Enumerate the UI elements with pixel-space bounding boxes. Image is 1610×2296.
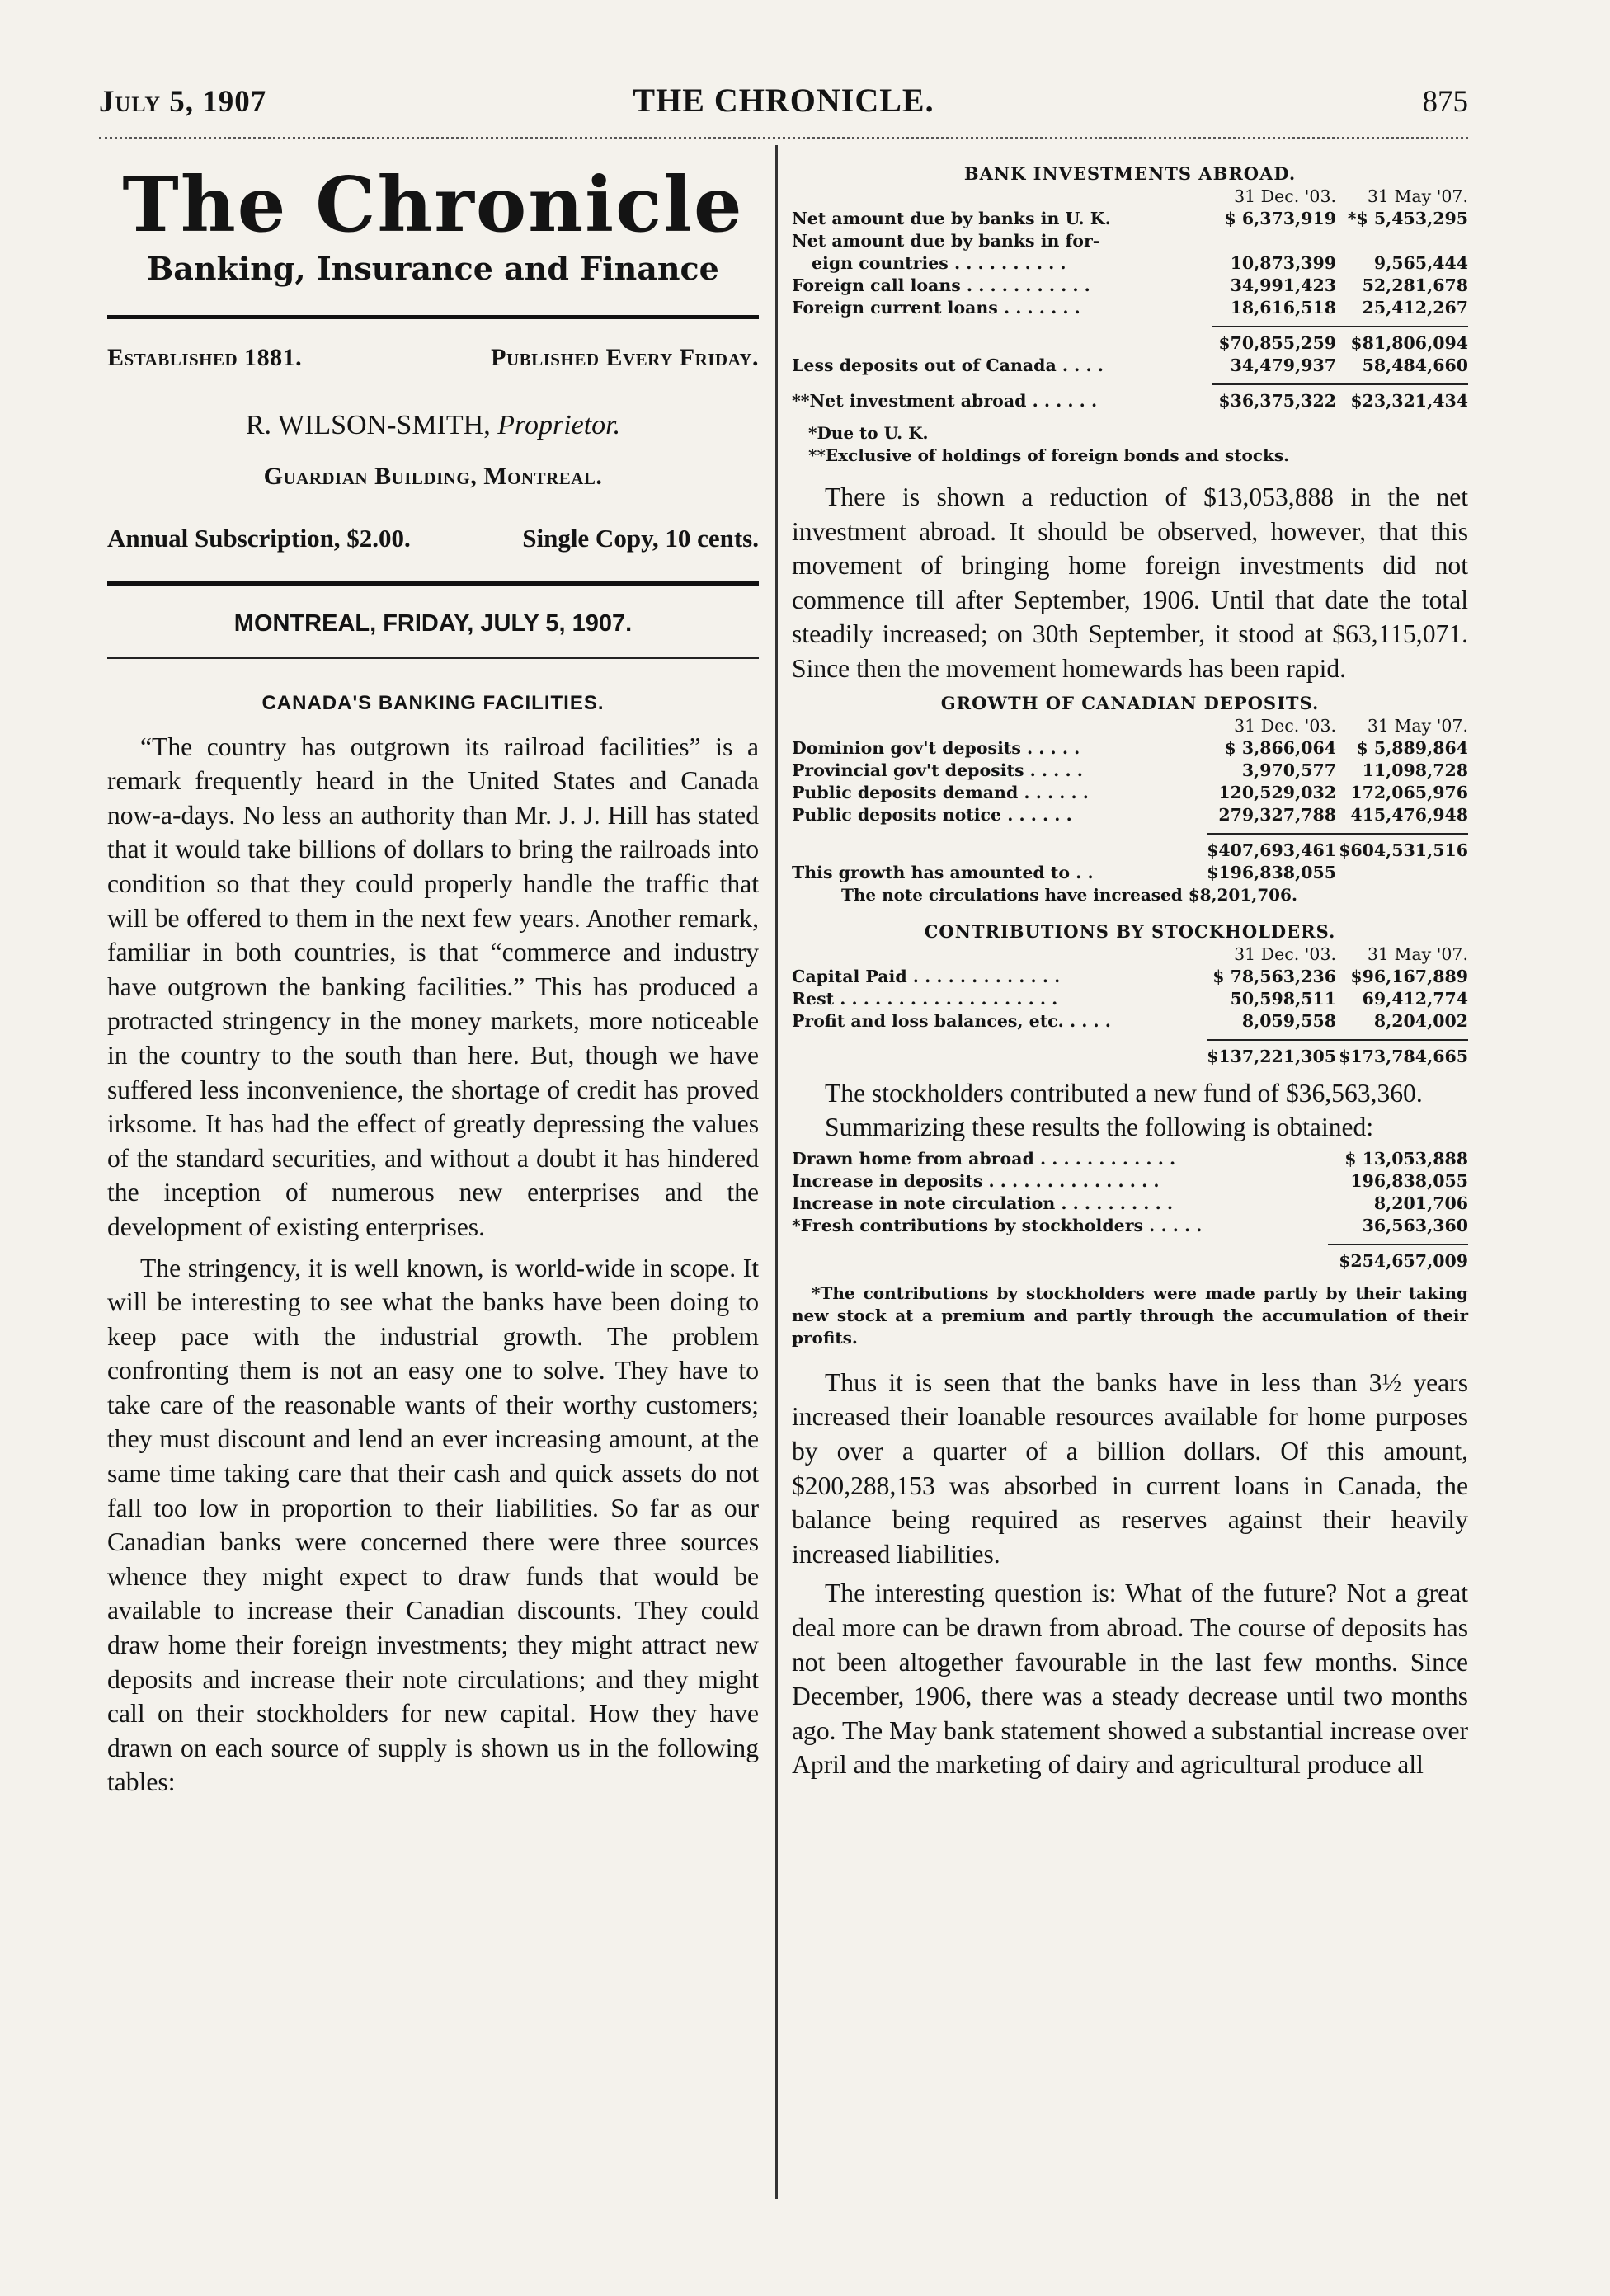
published-text: Published Every Friday. — [491, 343, 759, 371]
summary-footnote: *The contributions by stockholders were made partly by their taking new stock at a premium and partly through the accumulation of their profits. — [792, 1282, 1468, 1348]
table-row — [792, 737, 1468, 760]
row-value: 8,059,558 — [1241, 1010, 1336, 1031]
row-value: 9,565,444 — [1373, 253, 1468, 273]
table-row — [792, 1148, 1468, 1170]
total-value: $604,531,516 — [1336, 834, 1468, 862]
row-value — [1212, 230, 1336, 252]
table-row — [792, 252, 1468, 275]
row-value: 3,970,577 — [1241, 760, 1336, 780]
table-row — [792, 988, 1468, 1010]
table-row — [792, 1010, 1468, 1033]
row-label: Net amount due by banks in U. K. — [792, 209, 1111, 228]
row-value: 8,201,706 — [1373, 1193, 1468, 1213]
left-column — [107, 157, 759, 1800]
subscription-row — [107, 524, 759, 553]
total-value: $81,806,094 — [1336, 327, 1468, 355]
table-total-row — [792, 327, 1468, 355]
row-value: 172,065,976 — [1350, 782, 1468, 802]
investments-note-2: **Exclusive of holdings of foreign bonds and stocks. — [808, 445, 1290, 465]
row-label: Increase in deposits . . . . . . . . . . . . . . . — [792, 1170, 1160, 1191]
row-value: 25,412,267 — [1362, 298, 1468, 318]
table-row — [792, 297, 1468, 319]
total-value: $173,784,665 — [1336, 1040, 1468, 1068]
right-column — [792, 157, 1468, 1782]
header-date: July 5, 1907 — [99, 85, 267, 119]
row-label: Drawn home from abroad . . . . . . . . . . . . — [792, 1148, 1176, 1169]
row-value: 18,616,518 — [1230, 298, 1336, 318]
column-header: 31 Dec. '03. — [1234, 943, 1336, 964]
row-label: eign countries . . . . . . . . . . — [812, 253, 1066, 273]
row-value: 58,484,660 — [1362, 355, 1468, 375]
address: Guardian Building, Montreal. — [263, 462, 603, 490]
proprietor-name: R. WILSON-SMITH, — [245, 409, 491, 440]
article-title: CANADA'S BANKING FACILITIES. — [261, 691, 605, 714]
article-paragraph-4: The stockholders contributed a new fund of $36,563,360. — [825, 1078, 1423, 1108]
row-value: 52,281,678 — [1362, 275, 1468, 295]
table-row — [792, 1193, 1468, 1215]
header-rule — [99, 137, 1468, 139]
column-header: 31 May '07. — [1367, 943, 1468, 964]
dateline-rule — [107, 657, 759, 659]
row-value: $ 3,866,064 — [1224, 737, 1336, 758]
row-label: **Net investment abroad . . . . . . — [792, 390, 1098, 411]
table-row — [792, 230, 1468, 252]
row-value: 8,204,002 — [1373, 1010, 1468, 1031]
row-value: $23,321,434 — [1336, 384, 1468, 412]
article-paragraph-5: Summarizing these results the following is obtained: — [825, 1113, 1374, 1142]
row-value: $36,375,322 — [1212, 384, 1336, 412]
row-label: Public deposits notice . . . . . . — [792, 804, 1072, 825]
row-label: Foreign current loans . . . . . . . — [792, 298, 1080, 318]
deposits-table — [792, 715, 1468, 884]
row-value: $ 78,563,236 — [1212, 966, 1336, 986]
row-value: $196,838,055 — [1207, 862, 1336, 882]
article-paragraph-6: Thus it is seen that the banks have in less than 3½ years increased their loanable resources available for home purposes by over a quarter of a billion dollars. Of this amount, $200,288,153 was absorbed in current loans in Canada, the balance being required as reserves against their heavily increased liabilities. — [792, 1367, 1468, 1569]
row-value: $ 13,053,888 — [1344, 1148, 1468, 1169]
table-row — [792, 355, 1468, 377]
row-value: 11,098,728 — [1362, 760, 1468, 780]
row-label: Foreign call loans . . . . . . . . . . . — [792, 275, 1090, 295]
row-value: 10,873,399 — [1230, 253, 1336, 273]
row-label: Public deposits demand . . . . . . — [792, 782, 1089, 802]
table-row — [792, 208, 1468, 230]
article-paragraph-7: The interesting question is: What of the future? Not a great deal more can be drawn from abroad. The course of deposits has not been altogether favourable in the last few months. Since December, 1906, there was a steady decrease until two months ago. The May bank statement showed a substantial increase over April and the marketing of dairy and agricultural produce all — [792, 1578, 1468, 1780]
table-row — [792, 782, 1468, 804]
row-value: 34,479,937 — [1230, 355, 1336, 375]
row-value: 279,327,788 — [1218, 804, 1336, 825]
deposits-note: The note circulations have increased $8,201,706. — [841, 884, 1297, 905]
row-label: Provincial gov't deposits . . . . . — [792, 760, 1083, 780]
row-value: 36,563,360 — [1362, 1215, 1468, 1235]
column-header: 31 May '07. — [1367, 186, 1468, 206]
masthead-subtitle: Banking, Insurance and Finance — [147, 249, 719, 287]
row-value: 50,598,511 — [1230, 988, 1336, 1009]
table-header-row — [792, 186, 1468, 208]
investments-table — [792, 186, 1468, 412]
article-paragraph-1: “The country has outgrown its railroad facilities” is a remark frequently heard in the United States and Canada now-a-days. No less an authority than Mr. J. J. Hill has stated that it would take billions of dollars to bring the railroads into condition so that they could properly handle the traffic that will be offered to them in the next few years. Another remark, familiar in both countries, is that “commerce and industry have outgrown the banking facilities.” This has produced a protracted stringency in the money markets, more noticeable in the country to the south than here. But, though we have suffered less inconvenience, the shortage of credit has proved irksome. It has had the effect of greatly depressing the values of the standard securities, and without a doubt it has hindered the inception of numerous new enterprises and the development of existing enterprises. — [107, 732, 759, 1241]
row-value: 415,476,948 — [1350, 804, 1468, 825]
column-divider — [775, 145, 778, 2199]
investments-note-1: *Due to U. K. — [808, 423, 929, 443]
row-label: Rest . . . . . . . . . . . . . . . . . . . — [792, 988, 1058, 1009]
column-header: 31 May '07. — [1367, 715, 1468, 736]
established-row — [107, 344, 759, 372]
total-value: $137,221,305 — [1207, 1040, 1336, 1068]
proprietor-role: Proprietor. — [497, 409, 621, 440]
masthead-rule — [107, 315, 759, 319]
table-header-row — [792, 943, 1468, 966]
header-journal: THE CHRONICLE. — [633, 82, 934, 119]
table-total-row — [792, 834, 1468, 862]
table-row — [792, 966, 1468, 988]
row-label: This growth has amounted to . . — [792, 862, 1094, 882]
row-value: $96,167,889 — [1350, 966, 1468, 986]
contributions-table — [792, 943, 1468, 1068]
annual-subscription: Annual Subscription, $2.00. — [107, 523, 411, 553]
row-label: Net amount due by banks in for- — [792, 231, 1100, 251]
row-value: 34,991,423 — [1230, 275, 1336, 295]
row-value — [1336, 230, 1468, 252]
table-net-row — [792, 384, 1468, 412]
masthead-title: The Chronicle — [122, 160, 744, 249]
proprietor-line — [107, 410, 759, 441]
row-value: 196,838,055 — [1350, 1170, 1468, 1191]
row-label: Profit and loss balances, etc. . . . . — [792, 1010, 1111, 1031]
article-paragraph-2: The stringency, it is well known, is world-wide in scope. It will be interesting to see what the banks have been doing to keep pace with the industrial growth. The problem confronting them is not an easy one to solve. They have to take care of the reasonable wants of their worthy customers; they must discount and lend an ever increasing amount, at the same time taking care that their cash and quick assets do not fall too low in proportion to their liabilities. So far as our Canadian banks were concerned there were three sources whence they might expect to draw funds that would be available to increase their Canadian discounts. They could draw home their foreign investments; they might attract new deposits and increase their note circulations; and they might call on their stockholders for new capital. How they have drawn on each source of supply is shown us in the following tables: — [107, 1253, 759, 1797]
page-header — [99, 79, 1468, 125]
row-value: 69,412,774 — [1362, 988, 1468, 1009]
table-row — [792, 804, 1468, 826]
row-label: Capital Paid . . . . . . . . . . . . . — [792, 966, 1061, 986]
total-value: $254,657,009 — [1328, 1244, 1468, 1273]
table-total-row — [792, 1244, 1468, 1273]
single-copy-price: Single Copy, 10 cents. — [522, 523, 759, 553]
table-row — [792, 1215, 1468, 1237]
row-value: $ 6,373,919 — [1224, 209, 1336, 228]
table-row — [792, 275, 1468, 297]
row-label: Dominion gov't deposits . . . . . — [792, 737, 1080, 758]
header-page-number: 875 — [1422, 85, 1468, 119]
row-value: 120,529,032 — [1218, 782, 1336, 802]
column-header: 31 Dec. '03. — [1234, 186, 1336, 206]
row-value: *$ 5,453,295 — [1347, 209, 1468, 228]
deposits-table-title: GROWTH OF CANADIAN DEPOSITS. — [940, 692, 1320, 713]
table-row — [792, 760, 1468, 782]
investments-table-title: BANK INVESTMENTS ABROAD. — [963, 163, 1297, 184]
total-value: $70,855,259 — [1212, 327, 1336, 355]
table-row — [792, 862, 1468, 884]
summary-table — [792, 1148, 1468, 1273]
established-text: Established 1881. — [107, 343, 303, 371]
total-value: $407,693,461 — [1207, 834, 1336, 862]
column-header: 31 Dec. '03. — [1234, 715, 1336, 736]
table-header-row — [792, 715, 1468, 737]
row-value: $ 5,889,864 — [1356, 737, 1468, 758]
subscription-rule — [107, 581, 759, 586]
article-paragraph-3: There is shown a reduction of $13,053,888 in the net investment abroad. It should be observed, however, that this movement of bringing home foreign investments did not commence till after September, 1906. Until that date the total steadily increased; on 30th September, it stood at $63,115,071. Since then the movement homewards has been rapid. — [792, 482, 1468, 683]
row-label: *Fresh contributions by stockholders . . . . . — [792, 1215, 1203, 1235]
contributions-table-title: CONTRIBUTIONS BY STOCKHOLDERS. — [924, 920, 1336, 942]
table-total-row — [792, 1040, 1468, 1068]
row-label: Increase in note circulation . . . . . . . . . . — [792, 1193, 1173, 1213]
table-row — [792, 1170, 1468, 1193]
row-label: Less deposits out of Canada . . . . — [792, 355, 1104, 375]
dateline: MONTREAL, FRIDAY, JULY 5, 1907. — [233, 609, 633, 637]
